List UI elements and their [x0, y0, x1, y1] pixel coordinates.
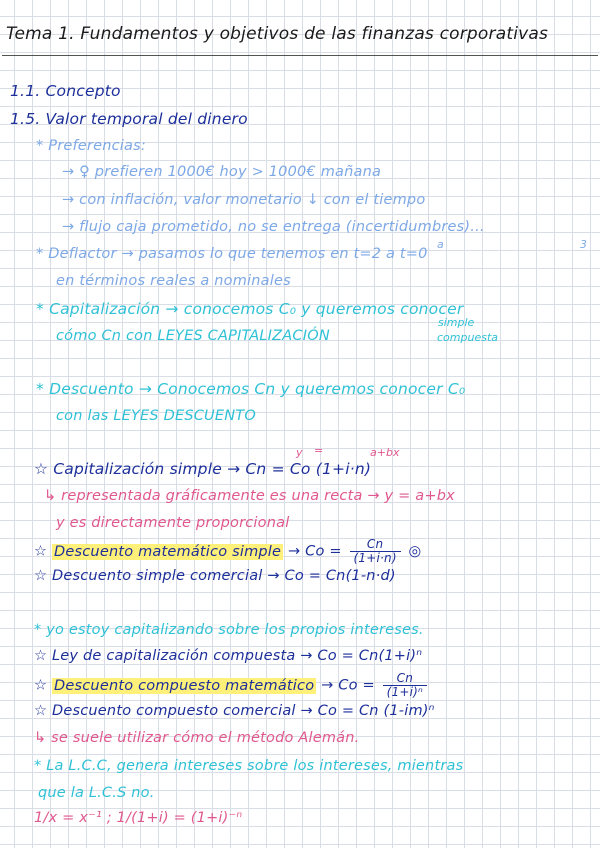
descuento-line-2: con las LEYES DESCUENTO: [56, 408, 256, 424]
capitalizacion-line-2: cómo Cn con LEYES CAPITALIZACIÓN: [56, 328, 330, 344]
capitalizacion-line-1: * Capitalización → conocemos C₀ y queremos conocer: [36, 300, 464, 318]
capitalizacion-simple-formula: Cn = Co (1+i·n): [245, 460, 372, 478]
preferencias-line-2: → con inflación, valor monetario ↓ con el tiempo: [62, 192, 426, 208]
star-icon: ☆: [34, 543, 53, 560]
section-valor-temporal: 1.5. Valor temporal del dinero: [10, 110, 248, 128]
descuento-compuesto-matematico: [34, 672, 430, 699]
capitalizacion-simple-label: simple: [438, 316, 475, 329]
descuento-line-1: * Descuento → Conocemos Cn y queremos conocer C₀: [36, 380, 466, 398]
preferencias-line-3: → flujo caja prometido, no se entrega (incertidumbres)...: [62, 219, 485, 235]
metodo-aleman-note: ↳ se suele utilizar cómo el método Alemán.: [34, 730, 360, 746]
fraction-denominator: (1+i·n): [353, 551, 397, 565]
descuento-compuesto-matematico-label: Descuento compuesto matemático: [54, 677, 315, 694]
preferencias-heading: * Preferencias:: [36, 138, 146, 154]
descuento-simple-comercial: ☆ Descuento simple comercial → Co = Cn(1-n·d): [34, 568, 396, 584]
representada-line-2: y es directamente proporcional: [56, 515, 290, 531]
lcc-line-2: que la L.C.S no.: [38, 785, 155, 801]
preferencias-line-1: → ♀ prefieren 1000€ hoy > 1000€ mañana: [62, 164, 382, 180]
descuento-compuesto-matematico-arrow: → Co =: [321, 677, 375, 694]
section-concepto: 1.1. Concepto: [10, 82, 121, 100]
capitalizacion-compuesta-label: compuesta: [437, 331, 498, 344]
descuento-matematico-simple-label: Descuento matemático simple: [54, 543, 282, 560]
circle-mark-icon: ◎: [408, 543, 422, 560]
capitalizando-note: * yo estoy capitalizando sobre los propios intereses.: [34, 622, 424, 638]
annotation-abx: a+bx: [370, 446, 400, 459]
deflactor-superscript-3: 3: [580, 238, 587, 251]
ley-capitalizacion-compuesta: ☆ Ley de capitalización compuesta → Co = Cn(1+i)ⁿ: [34, 648, 423, 664]
descuento-compuesto-comercial: ☆ Descuento compuesto comercial → Co = Cn (1-im)ⁿ: [34, 703, 435, 719]
capitalizacion-simple-label: ☆ Capitalización simple →: [34, 460, 241, 478]
page-title: Tema 1. Fundamentos y objetivos de las finanzas corporativas: [6, 24, 549, 44]
lcc-line-1: * La L.C.C, genera intereses sobre los intereses, mientras: [34, 758, 464, 774]
annotation-y: y: [296, 446, 303, 459]
fraction-numerator: Cn: [383, 672, 427, 686]
capitalizacion-simple: [34, 460, 371, 478]
title-underline: [2, 55, 598, 56]
footer-formula: 1/x = x⁻¹ ; 1/(1+i) = (1+i)⁻ⁿ: [34, 810, 243, 826]
annotation-equals: =: [314, 444, 324, 457]
descuento-matematico-simple-fraction: [350, 538, 401, 565]
fraction-numerator: Cn: [350, 538, 401, 552]
deflactor-line-1: * Deflactor → pasamos lo que tenemos en t=2 a t=0: [36, 246, 428, 262]
deflactor-superscript-a: a: [437, 238, 444, 251]
deflactor-line-2: en términos reales a nominales: [56, 273, 291, 289]
star-icon: ☆: [34, 677, 53, 694]
fraction-denominator: (1+i)ⁿ: [386, 685, 424, 699]
descuento-matematico-simple-arrow: → Co =: [287, 543, 342, 560]
descuento-compuesto-matematico-fraction: [383, 672, 427, 699]
descuento-matematico-simple: [34, 538, 421, 565]
representada-line-1: ↳ representada gráficamente es una recta → y = a+bx: [44, 488, 455, 504]
